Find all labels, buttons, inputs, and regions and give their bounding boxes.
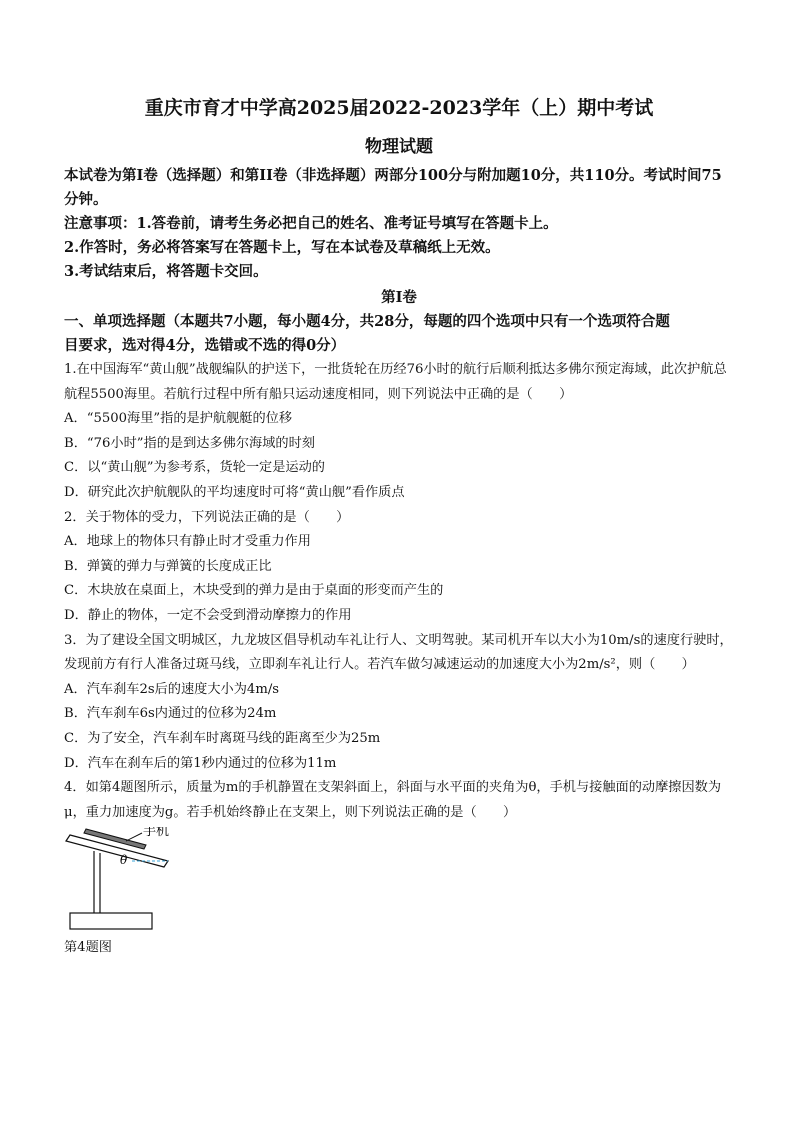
option-b: B．弹簧的弹力与弹簧的长度成正比 — [64, 558, 272, 574]
option-a: A．地球上的物体只有静止时才受重力作用 — [64, 534, 311, 550]
option-b: B．汽车刹车6s内通过的位移为24m — [64, 706, 277, 722]
question-stem: 2．关于物体的受力，下列说法正确的是（ ） — [64, 509, 350, 525]
intro-text: 本试卷为第I卷（选择题）和第II卷（非选择题）两部分100分与附加题10分，共110分。考试时间75分钟。 — [64, 167, 722, 208]
question-3 — [64, 629, 734, 777]
phone-leader-line — [126, 833, 142, 841]
question-stem: 3．为了建设全国文明城区，九龙坡区倡导机动车礼让行人、文明驾驶。某司机开车以大小为10m/s的速度行驶时，发现前方有行人准备过斑马线，立即刹车礼让行人。若汽车做匀减速运动的加速度大小为2m/s²，则（ ） — [64, 632, 733, 673]
stand-base — [70, 913, 152, 929]
section-heading: 一、单项选择题（本题共7小题，每小题4分，共28分，每题的四个选项中只有一个选项符合题 — [64, 313, 670, 330]
phone-label: 手机 — [143, 827, 170, 840]
question-stem: 4．如第4题图所示，质量为m的手机静置在支架斜面上，斜面与水平面的夹角为θ，手机与接触面的动摩擦因数为μ，重力加速度为g。若手机始终静止在支架上，则下列说法正确的是（ ） — [64, 780, 722, 820]
phone-stand-diagram — [64, 827, 264, 937]
section-heading-cont: 目要求，选对得4分，选错或不选的得0分） — [64, 337, 346, 354]
option-c: C．以“黄山舰”为参考系，货轮一定是运动的 — [64, 460, 325, 476]
option-b: B．“76小时”指的是到达多佛尔海域的时刻 — [64, 435, 315, 451]
volume-heading: 第I卷 — [381, 289, 417, 306]
figure-caption: 第4题图 — [64, 940, 112, 956]
option-d: D．静止的物体，一定不会受到滑动摩擦力的作用 — [64, 607, 352, 623]
notice-1: 注意事项：1.答卷前，请考生务必把自己的姓名、准考证号填写在答题卡上。 — [64, 215, 558, 232]
phone-stand-figure — [64, 827, 734, 937]
question-1 — [64, 358, 734, 506]
exam-subtitle: 物理试题 — [365, 137, 433, 157]
option-a: A．“5500海里”指的是护航舰艇的位移 — [64, 411, 293, 427]
angle-label: θ — [120, 853, 128, 868]
question-stem: 1.在中国海军“黄山舰”战舰编队的护送下，一批货轮在历经76小时的航行后顺利抵达多佛尔预定海域，此次护航总航程5500海里。若航行过程中所有船只运动速度相同，则下列说法中正确的是（ ） — [64, 362, 727, 402]
option-a: A．汽车刹车2s后的速度大小为4m/s — [64, 681, 280, 697]
option-d: D．研究此次护航舰队的平均速度时可将“黄山舰”看作质点 — [64, 484, 405, 500]
option-d: D．汽车在刹车后的第1秒内通过的位移为11m — [64, 755, 337, 771]
option-c: C．为了安全，汽车刹车时离斑马线的距离至少为25m — [64, 730, 381, 746]
exam-page — [64, 94, 734, 959]
notice-2: 2.作答时，务必将答案写在答题卡上，写在本试卷及草稿纸上无效。 — [64, 239, 500, 256]
notice-3: 3.考试结束后，将答题卡交回。 — [64, 263, 268, 280]
question-2 — [64, 506, 734, 629]
exam-title: 重庆市育才中学高2025届2022-2023学年（上）期中考试 — [144, 97, 654, 119]
question-4 — [64, 776, 734, 959]
option-c: C．木块放在桌面上，木块受到的弹力是由于桌面的形变而产生的 — [64, 583, 444, 599]
